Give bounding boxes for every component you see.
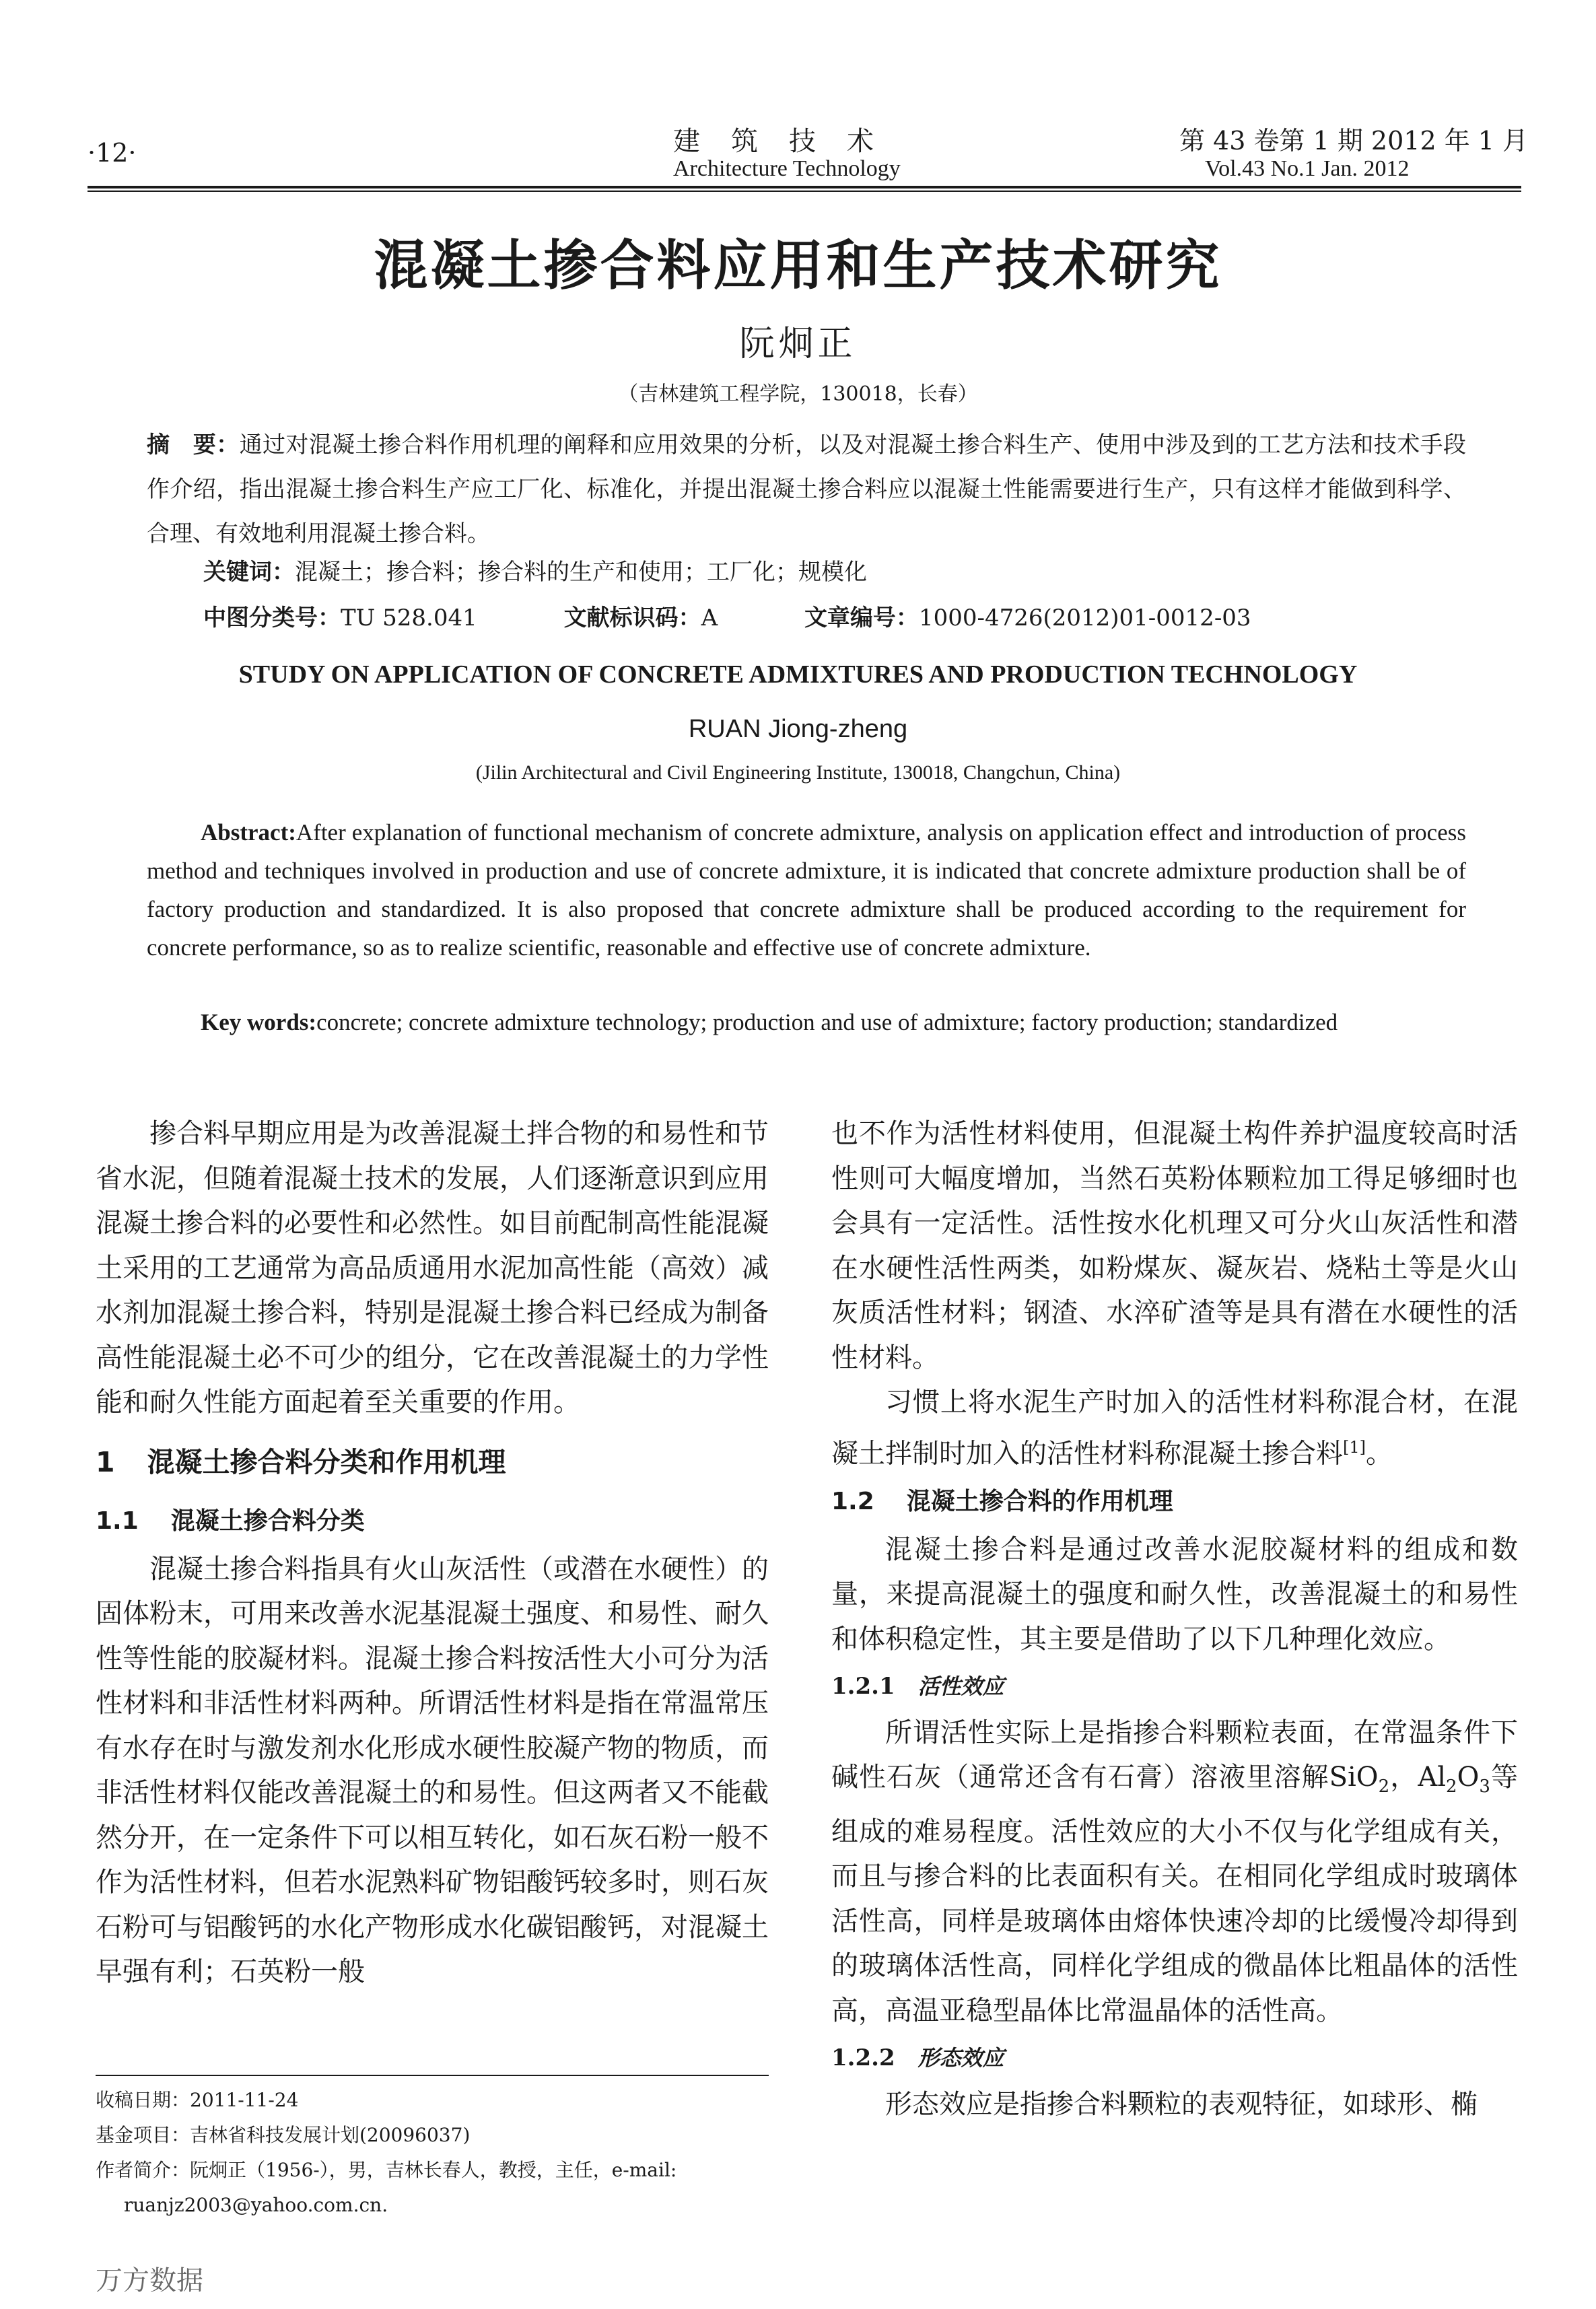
- author-email: ruanjz2003@yahoo.com.cn.: [124, 2194, 388, 2216]
- affiliation-en: (Jilin Architectural and Civil Engineering Institute, 130018, Changchun, China): [475, 761, 1121, 784]
- abstract-en: [147, 813, 1466, 967]
- issue-info-en: Vol.43 No.1 Jan. 2012: [1205, 156, 1410, 181]
- author-en: RUAN Jiong-zheng: [688, 715, 908, 743]
- document-code: 文献标识码：A: [563, 605, 718, 631]
- author-cn: 阮炯正: [739, 324, 857, 364]
- keywords-cn-label: 关键词：: [203, 559, 295, 586]
- header-rule-thin: [88, 191, 1521, 192]
- body-paragraph: 习惯上将水泥生产时加入的活性材料称混合材，在混凝土拌制时加入的活性材料称混凝土掺合料[1]。: [831, 1387, 1518, 1469]
- keywords-en-text: concrete; concrete admixture technology; production and use of admixture; factory production; standardized: [316, 1009, 1338, 1035]
- body-column-right: [831, 1111, 1518, 2127]
- paper-title-cn: 混凝土掺合料应用和生产技术研究: [374, 234, 1222, 297]
- footnote-rule: [96, 2075, 769, 2076]
- section-heading-1-1: 1.1 混凝土掺合料分类: [96, 1507, 365, 1535]
- keywords-cn-text: 混凝土；掺合料；掺合料的生产和使用；工厂化；规模化: [295, 559, 867, 586]
- journal-name-en: Architecture Technology: [673, 156, 901, 181]
- citation-ref: [1]: [1343, 1437, 1366, 1457]
- body-paragraph: 混凝土掺合料指具有火山灰活性（或潜在水硬性）的固体粉末，可用来改善水泥基混凝土强度、和易性、耐久性等性能的胶凝材料。混凝土掺合料按活性大小可分为活性材料和非活性材料两种。所谓活性材料是指在常温常压有水存在时与激发剂水化形成水硬性胶凝产物的物质，而非活性材料仅能改善混凝土的和易性。但这两者又不能截然分开，在一定条件下可以相互转化，如石灰石粉一般不作为活性材料，但若水泥熟料矿物铝酸钙较多时，则石灰石粉可与铝酸钙的水化产物形成水化碳铝酸钙，对混凝土早强有利；石英粉一般: [96, 1553, 769, 1987]
- journal-name-cn: 建筑技术: [673, 126, 905, 157]
- article-number: 文章编号：1000-4726(2012)01-0012-03: [804, 605, 1251, 631]
- watermark: 万方数据: [96, 2265, 203, 2296]
- body-column-left: [96, 1111, 769, 1995]
- section-heading-1-2-2: 1.2.2 形态效应: [831, 2044, 1004, 2072]
- abstract-cn-label: 摘 要：: [147, 432, 240, 458]
- abstract-cn-text: 通过对混凝土掺合料作用机理的阐释和应用效果的分析，以及对混凝土掺合料生产、使用中涉及到的工艺方法和技术手段作介绍，指出混凝土掺合料生产应工厂化、标准化，并提出混凝土掺合料应以混凝土性能需要进行生产，只有这样才能做到科学、合理、有效地利用混凝土掺合料。: [147, 432, 1467, 547]
- abstract-cn: [147, 423, 1466, 556]
- affiliation-cn: （吉林建筑工程学院，130018，长春）: [618, 382, 978, 406]
- keywords-cn: [203, 553, 1469, 586]
- abstract-en-text: After explanation of functional mechanism of concrete admixture, analysis on application effect and introduction of process method and techniques involved in production and use of concrete admixture, it is indicated that concrete admixture production shall be of factory production and standardized. It is also proposed that concrete admixture shall be produced according to the requirement for concrete performance, so as to realize scientific, reasonable and effective use of concrete admixture.: [147, 819, 1466, 961]
- body-paragraph: 掺合料早期应用是为改善混凝土拌合物的和易性和节省水泥，但随着混凝土技术的发展，人们逐渐意识到应用混凝土掺合料的必要性和必然性。如目前配制高性能混凝土采用的工艺通常为高品质通用水泥加高性能（高效）减水剂加混凝土掺合料，特别是混凝土掺合料已经成为制备高性能混凝土必不可少的组分，它在改善混凝土的力学性能和耐久性能方面起着至关重要的作用。: [96, 1118, 769, 1418]
- section-heading-1-2-1: 1.2.1 活性效应: [831, 1673, 1004, 1700]
- author-bio: 作者简介：阮炯正（1956-），男，吉林长春人，教授，主任，e-mail:: [96, 2159, 677, 2181]
- section-heading-1-2: 1.2 混凝土掺合料的作用机理: [831, 1488, 1173, 1516]
- keywords-en: [147, 1003, 1466, 1041]
- classification-row: [203, 599, 1331, 632]
- received-date: 收稿日期：2011-11-24: [96, 2089, 299, 2111]
- body-paragraph: 混凝土掺合料是通过改善水泥胶凝材料的组成和数量，来提高混凝土的强度和耐久性，改善混凝土的和易性和体积稳定性，其主要是借助了以下几种理化效应。: [831, 1533, 1518, 1655]
- abstract-en-label: Abstract:: [201, 819, 296, 846]
- section-heading-1: 1 混凝土掺合料分类和作用机理: [96, 1445, 506, 1478]
- issue-info-cn: 第 43 卷第 1 期 2012 年 1 月: [1179, 126, 1529, 156]
- fund-project: 基金项目：吉林省科技发展计划(20096037): [96, 2124, 471, 2146]
- keywords-en-label: Key words:: [201, 1009, 317, 1035]
- footnote: [96, 2083, 769, 2223]
- header-rule: [88, 186, 1521, 188]
- paper-title-en: STUDY ON APPLICATION OF CONCRETE ADMIXTURES AND PRODUCTION TECHNOLOGY: [238, 660, 1358, 689]
- body-paragraph: 也不作为活性材料使用，但混凝土构件养护温度较高时活性则可大幅度增加，当然石英粉体颗粒加工得足够细时也会具有一定活性。活性按水化机理又可分火山灰活性和潜在水硬性活性两类，如粉煤灰、凝灰岩、烧粘土等是火山灰质活性材料；钢渣、水淬矿渣等是具有潜在水硬性的活性材料。: [831, 1118, 1518, 1373]
- clc-number: 中图分类号：TU 528.041: [203, 605, 477, 631]
- body-paragraph: 所谓活性实际上是指掺合料颗粒表面，在常温条件下碱性石灰（通常还含有石膏）溶液里溶解SiO$_2$，$Al_2O_3$等组成的难易程度。活性效应的大小不仅与化学组成有关，而且与掺合料的比表面积有关。在相同化学组成时玻璃体活性高，同样是玻璃体由熔体快速冷却的比缓慢冷却得到的玻璃体活性高，同样化学组成的微晶体比粗晶体的活性高，高温亚稳型晶体比常温晶体的活性高。: [831, 1717, 1518, 2026]
- body-paragraph: 形态效应是指掺合料颗粒的表观特征，如球形、椭: [885, 2088, 1478, 2120]
- page-number: ·12·: [88, 138, 137, 168]
